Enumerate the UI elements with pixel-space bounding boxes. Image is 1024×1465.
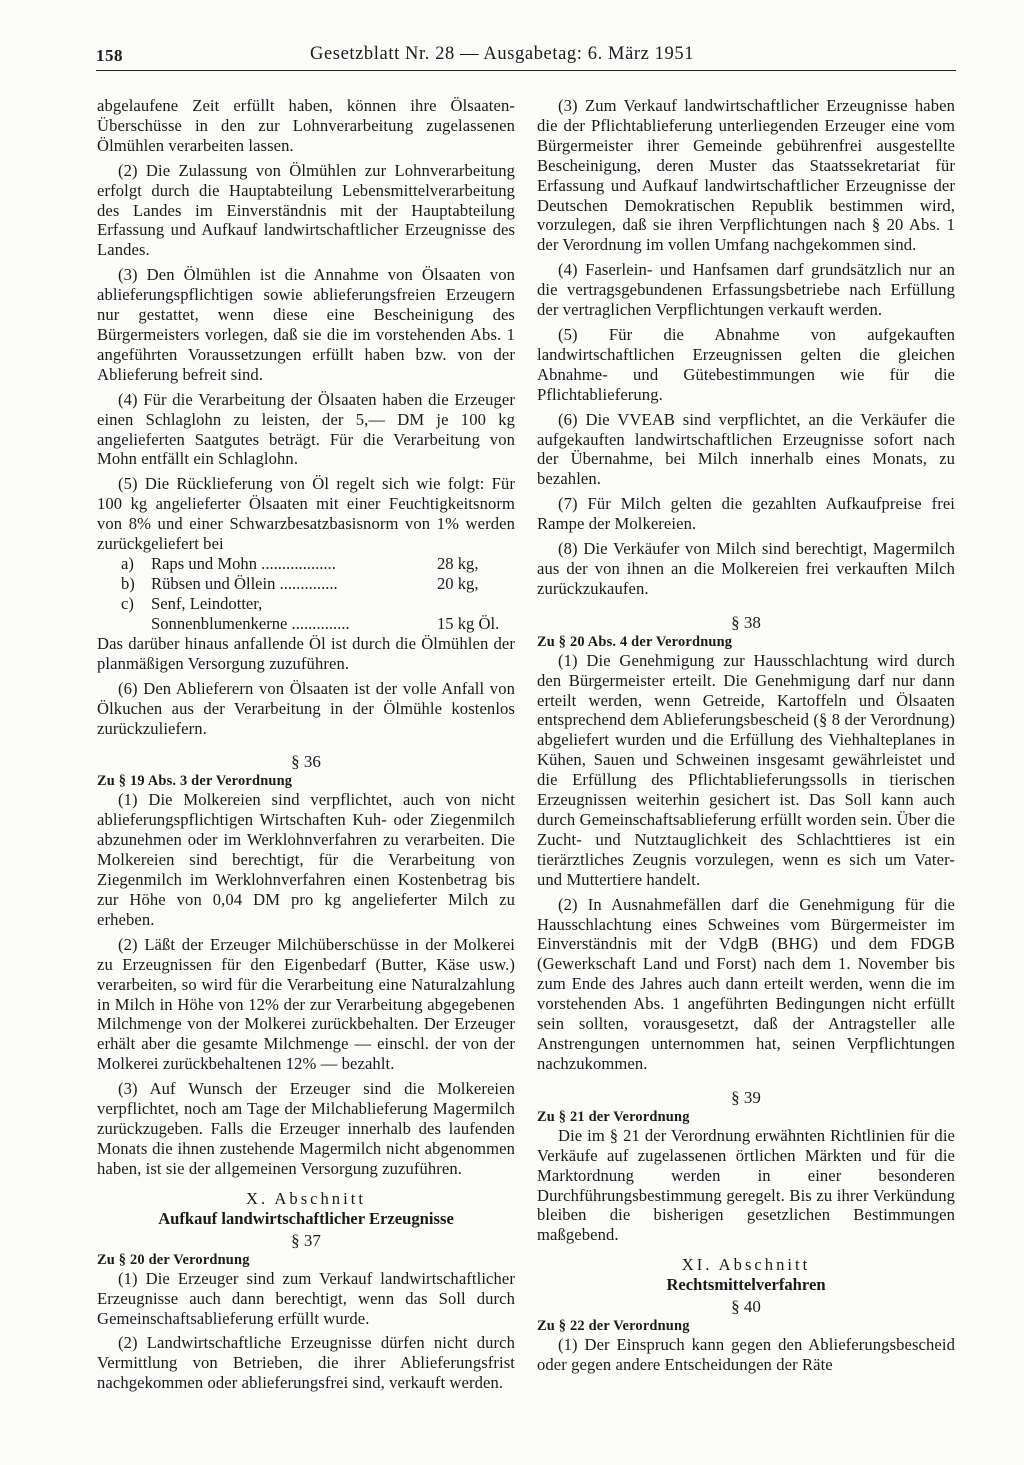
list-item-text: Senf, Leindotter, xyxy=(151,593,263,613)
left-column xyxy=(97,96,515,1398)
right-column xyxy=(537,96,955,1380)
section-subheading: Zu § 19 Abs. 3 der Verordnung xyxy=(97,773,293,790)
paragraph: (1) Die Genehmigung zur Hausschlachtung wird durch den Bürgermeister erteilt. Die Genehmigung darf nur dann erteilt werden, wenn Getreide, Kartoffeln und Ölsaaten entsprechend dem Ablieferungsbescheid (§ 8 der Verordnung) abgeliefert wurden und die Erfüllung des Viehhalteplanes in Kühen, Sauen und Schweinen insgesamt gewährleistet und die Erfüllung des Pflichtablieferungssolls in tierischen Erzeugnissen weiterhin gesichert ist. Das Soll kann auch durch Gemeinschaftsablieferung erfüllt worden sein. Über die Zucht- und Nutztauglichkeit des Schlachttieres ist ein tierärztliches Zeugnis vorzulegen, wenn es sich um Vater- und Muttertiere handelt. xyxy=(537,650,955,889)
list-item xyxy=(97,574,515,594)
list-item xyxy=(97,594,515,614)
paragraph: (2) In Ausnahmefällen darf die Genehmigung für die Hausschlachtung eines Schweines vom Bürgermeister im Einverständnis mit der VdgB (BHG) und dem FDGB (Gewerkschaft Land und Forst) nach dem 1. November bis zum Ende des Jahres auch dann erteilt werden, wenn die im vorstehenden Abs. 1 angeführten Bedingungen nicht erfüllt sein sollten, vorausgesetzt, daß der Antragsteller alle Anstrengungen unternommen hat, seinen Verpflichtungen nachzukommen. xyxy=(537,894,955,1073)
list-item-label: c) xyxy=(121,593,134,613)
list-item-value: 20 kg, xyxy=(437,573,479,593)
chapter-title: Rechtsmittelverfahren xyxy=(666,1275,826,1295)
list-item-value xyxy=(437,594,515,614)
paragraph: (3) Den Ölmühlen ist die Annahme von Ölsaaten von ablieferungspflichtigen sowie ablieferungsfreien Erzeugern nur gestattet, wenn diese eine Bescheinigung des Bürgermeisters vorlegen, daß sie die im vorstehenden Abs. 1 angeführten Voraussetzungen erfüllt haben bzw. von der Ablieferung befreit sind. xyxy=(97,265,515,384)
section-heading-37: § 37 xyxy=(291,1230,321,1250)
paragraph: (3) Auf Wunsch der Erzeuger sind die Molkereien verpflichtet, noch am Tage der Milchablieferung Magermilch zurückzugeben. Falls die Erzeuger innerhalb des laufenden Monats die ihnen zustehende Magermilch nicht abgenommen haben, ist sie der allgemeinen Versorgung zuzuführen. xyxy=(97,1079,515,1178)
list-item-label: a) xyxy=(121,553,134,573)
section-subheading: Zu § 20 der Verordnung xyxy=(97,1251,250,1268)
section-subheading: Zu § 22 der Verordnung xyxy=(537,1318,690,1335)
paragraph: Das darüber hinaus anfallende Öl ist durch die Ölmühlen der planmäßigen Versorgung zuzuführen. xyxy=(97,633,515,673)
section-heading-38: § 38 xyxy=(731,612,761,632)
section-subheading: Zu § 20 Abs. 4 der Verordnung xyxy=(537,633,733,650)
list-item-value: 28 kg, xyxy=(437,553,479,573)
chapter-heading: X. Abschnitt xyxy=(246,1188,366,1208)
paragraph: (4) Faserlein- und Hanfsamen darf grundsätzlich nur an die vertragsgebundenen Erfassungsbetriebe nach Erfüllung der vertraglichen Verpflichtungen verkauft werden. xyxy=(537,260,955,320)
list-item-label: b) xyxy=(121,573,135,593)
paragraph: Die im § 21 der Verordnung erwähnten Richtlinien für die Verkäufe auf zugelassenen örtlichen Märkten und für die Marktordnung werden in einer besonderen Durchführungsbestimmung geregelt. Bis zu ihrer Verkündung bleiben die bisherigen gesetzlichen Bestimmungen maßgebend. xyxy=(537,1125,955,1245)
section-heading-39: § 39 xyxy=(731,1087,761,1107)
paragraph: (5) Die Rücklieferung von Öl regelt sich wie folgt: Für 100 kg angelieferter Ölsaaten mit einer Feuchtigkeitsnorm von 8% und einer Schwarzbesatzbasisnorm von 1% werden zurückgeliefert bei xyxy=(97,474,515,554)
list-item xyxy=(97,554,515,574)
chapter-heading: XI. Abschnitt xyxy=(681,1255,811,1275)
chapter-title: Aufkauf landwirtschaftlicher Erzeugnisse xyxy=(158,1208,454,1228)
list-item-text: Raps und Mohn .................. xyxy=(151,553,336,573)
paragraph: (6) Die VVEAB sind verpflichtet, an die Verkäufer die aufgekauften landwirtschaftlichen Erzeugnisse sofort nach der Übernahme, bei Milch innerhalb eines Monats, zu bezahlen. xyxy=(537,409,955,489)
list-item-text: Sonnenblumenkerne .............. xyxy=(151,613,350,633)
paragraph: (2) Läßt der Erzeuger Milchüberschüsse in der Molkerei zu Erzeugnissen für den Eigenbedarf (Butter, Käse usw.) verarbeiten, so wird für die Verarbeitung eine Naturalzahlung in Milch in Höhe von 12% der zur Verarbeitung abgegebenen Milchmenge von der Molkerei zurückbehalten. Der Erzeuger erhält aber die gesamte Milchmenge — einschl. der von der Molkerei zurückbehaltenen 12% — bezahlt. xyxy=(97,934,515,1074)
oil-return-list xyxy=(97,554,515,634)
paragraph: (1) Die Erzeuger sind zum Verkauf landwirtschaftlicher Erzeugnisse auch dann berechtigt, wenn das Soll durch Gemeinschaftsablieferung erfüllt wurde. xyxy=(97,1268,515,1328)
paragraph: (8) Die Verkäufer von Milch sind berechtigt, Magermilch aus der von ihnen an die Molkereien frei verkauften Milch zurückzukaufen. xyxy=(537,539,955,598)
paragraph: (3) Zum Verkauf landwirtschaftlicher Erzeugnisse haben die der Pflichtablieferung unterliegenden Erzeuger eine vom Bürgermeister ihrer Gemeinde gebührenfrei ausgestellte Bescheinigung, deren Muster das Staatssekretariat für Erfassung und Aufkauf landwirtschaftlicher Erzeugnisse der Deutschen Demokratischen Republik bestimmen wird, vorzulegen, daß sie ihren Verpflichtungen nach § 20 Abs. 1 der Verordnung im vollen Umfang nachgekommen sind. xyxy=(537,96,955,255)
paragraph: (5) Für die Abnahme von aufgekauften landwirtschaftlichen Erzeugnissen gelten die gleichen Abnahme- und Gütebestimmungen wie für die Pflichtablieferung. xyxy=(537,324,955,404)
paragraph: (1) Der Einspruch kann gegen den Ablieferungsbescheid oder gegen andere Entscheidungen der Räte xyxy=(537,1335,955,1375)
paragraph: abgelaufene Zeit erfüllt haben, können ihre Ölsaaten-Überschüsse in den zur Lohnverarbeitung zugelassenen Ölmühlen verarbeiten lassen. xyxy=(97,96,515,155)
list-item xyxy=(97,614,515,634)
section-subheading: Zu § 21 der Verordnung xyxy=(537,1108,690,1125)
page-number: 158 xyxy=(96,46,123,65)
list-item-value: 15 kg Öl. xyxy=(437,613,500,633)
list-item-label xyxy=(97,614,151,634)
paragraph: (1) Die Molkereien sind verpflichtet, auch von nicht ablieferungspflichtigen Wirtschaften Kuh- oder Ziegenmilch abzunehmen oder im Werklohnverfahren zu verarbeiten. Die Molkereien sind berechtigt, für die Verarbeitung von Ziegenmilch im Werklohnverfahren einen Kostenbetrag bis zur Höhe von 0,04 DM pro kg angelieferter Milch zu erheben. xyxy=(97,790,515,929)
running-title: Gesetzblatt Nr. 28 — Ausgabetag: 6. März 1951 xyxy=(310,44,695,64)
paragraph: (2) Landwirtschaftliche Erzeugnisse dürfen nicht durch Vermittlung von Betrieben, die ihrer Ablieferungsfrist nachgekommen oder ablieferungsfrei sind, verkauft werden. xyxy=(97,1333,515,1393)
paragraph: (6) Den Ablieferern von Ölsaaten ist der volle Anfall von Ölkuchen aus der Verarbeitung in der Ölmühle kostenlos zurückzuliefern. xyxy=(97,678,515,738)
section-heading-36: § 36 xyxy=(291,752,321,772)
paragraph: (2) Die Zulassung von Ölmühlen zur Lohnverarbeitung erfolgt durch die Hauptabteilung Lebensmittelverarbeitung des Landes im Einverständnis mit der Hauptabteilung Erfassung und Aufkauf landwirtschaftlicher Erzeugnisse des Landes. xyxy=(97,160,515,260)
list-item-text: Rübsen und Öllein .............. xyxy=(151,573,338,593)
section-heading-40: § 40 xyxy=(731,1297,761,1317)
page-header xyxy=(96,40,956,71)
paragraph: (4) Für die Verarbeitung der Ölsaaten haben die Erzeuger einen Schlaglohn zu leisten, der 5,— DM je 100 kg angelieferten Saatgutes beträgt. Für die Verarbeitung von Mohn entfällt ein Schlaglohn. xyxy=(97,389,515,469)
paragraph: (7) Für Milch gelten die gezahlten Aufkaufpreise frei Rampe der Molkereien. xyxy=(537,494,955,534)
